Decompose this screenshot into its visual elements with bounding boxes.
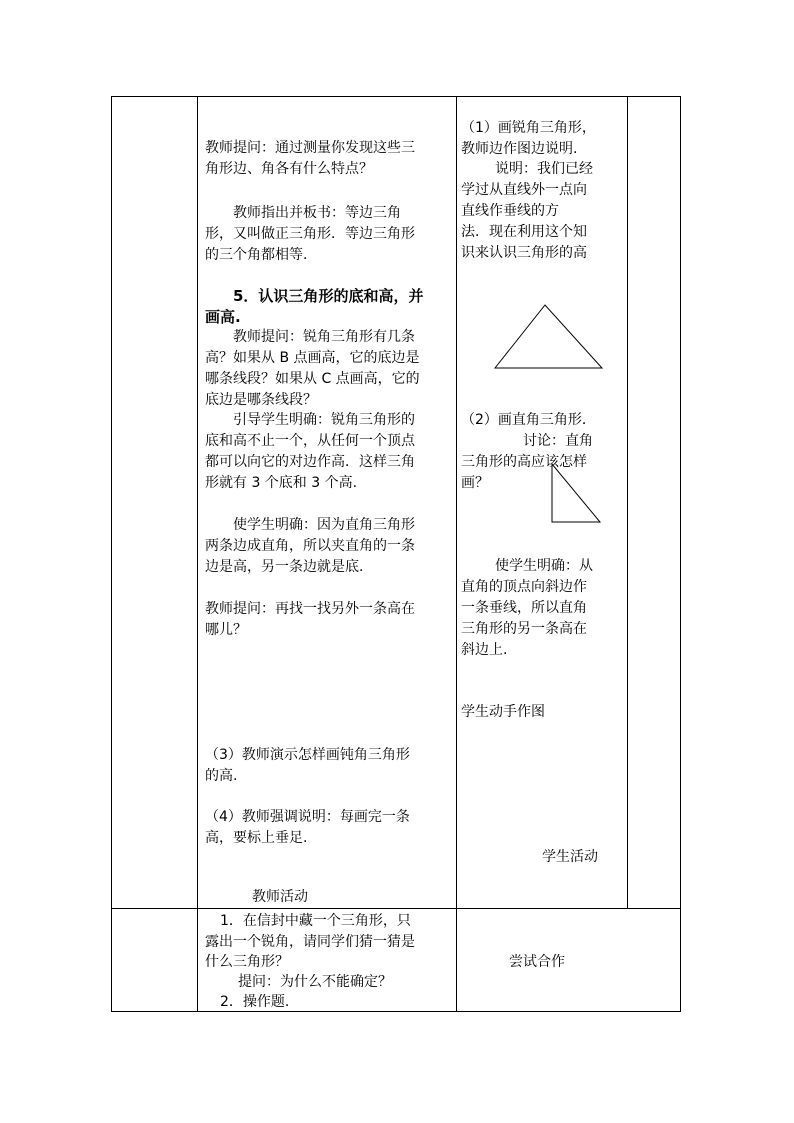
obtuse-demo-line-1: （3）教师演示怎样画钝角三角形 <box>205 747 410 763</box>
acute-height-conclusion-line-1: 引导学生明确：锐角三角形的 <box>233 412 415 428</box>
teacher-question-1-line-1: 教师提问：通过测量你发现这些三 <box>205 140 415 156</box>
explanation-line-4: 法．现在利用这个知 <box>461 224 587 240</box>
envelope-task-line-4: 提问：为什么不能确定？ <box>238 974 392 990</box>
column-divider-1 <box>197 96 198 1012</box>
envelope-task-line-5: 2．操作题. <box>220 994 290 1010</box>
student-drawing-note: 学生动手作图 <box>461 704 545 720</box>
acute-triangle <box>495 305 602 368</box>
acute-height-question-line-3: 哪条线段？如果从 C 点画高，它的 <box>205 371 420 387</box>
board-note-line-2: 形，又叫做正三角形．等边三角形 <box>205 226 415 242</box>
right-triangle-explanation-line-2: 两条边成直角，所以夹直角的一条 <box>205 538 415 554</box>
right-triangle-figure <box>550 462 602 524</box>
acute-height-conclusion-line-3: 都可以向它的对边作高．这样三角 <box>205 454 415 470</box>
acute-height-conclusion-line-2: 底和高不止一个，从任何一个顶点 <box>205 433 415 449</box>
acute-triangle-figure <box>492 302 604 370</box>
right-triangle-explanation-line-3: 边是高，另一条边就是底. <box>205 559 364 575</box>
teacher-question-2-line-2: 哪儿？ <box>205 622 247 638</box>
right-height-conclusion-line-4: 三角形的另一条高在 <box>461 621 587 637</box>
draw-right-line-1: （2）画直角三角形． <box>461 412 596 428</box>
board-note-line-3: 的三个角都相等. <box>205 247 308 263</box>
acute-height-question-line-4: 底边是哪条线段？ <box>205 392 317 408</box>
draw-acute-line-2: 教师边作图边说明. <box>461 141 578 157</box>
envelope-task-line-3: 什么三角形？ <box>205 954 289 970</box>
student-activity-label: 学生活动 <box>542 849 598 865</box>
board-note-line-1: 教师指出并板书：等边三角 <box>233 205 401 221</box>
envelope-task-line-1: 1．在信封中藏一个三角形，只 <box>220 913 411 929</box>
right-height-conclusion-line-1: 使学生明确：从 <box>495 558 593 574</box>
teacher-question-2-line-1: 教师提问：再找一找另外一条高在 <box>205 601 415 617</box>
section-heading-line-2: 画高. <box>205 308 241 326</box>
draw-acute-line-1: （1）画锐角三角形， <box>461 120 596 136</box>
draw-right-line-4: 画？ <box>461 475 489 491</box>
obtuse-demo-line-2: 的高. <box>205 768 238 784</box>
try-cooperate-label: 尝试合作 <box>509 954 565 970</box>
acute-height-question-line-1: 教师提问：锐角三角形有几条 <box>233 329 415 345</box>
section-heading-line-1: 5．认识三角形的底和高，并 <box>233 287 424 305</box>
column-divider-2 <box>456 96 457 1012</box>
envelope-task-line-2: 露出一个锐角，请同学们猜一猜是 <box>205 934 415 950</box>
row-divider <box>111 908 681 909</box>
foot-mark-note-line-2: 高，要标上垂足. <box>205 830 308 846</box>
right-triangle <box>552 464 600 522</box>
explanation-line-2: 学过从直线外一点向 <box>461 182 587 198</box>
teacher-activity-label: 教师活动 <box>252 889 308 905</box>
explanation-line-3: 直线作垂线的方 <box>461 203 559 219</box>
acute-height-question-line-2: 高？如果从 B 点画高，它的底边是 <box>205 350 420 366</box>
right-height-conclusion-line-2: 直角的顶点向斜边作 <box>461 579 587 595</box>
explanation-line-5: 识来认识三角形的高 <box>461 245 587 261</box>
column-divider-3 <box>627 96 628 908</box>
foot-mark-note-line-1: （4）教师强调说明：每画完一条 <box>205 809 410 825</box>
draw-right-line-3: 三角形的高应该怎样 <box>461 454 587 470</box>
acute-height-conclusion-line-4: 形就有 3 个底和 3 个高. <box>205 475 358 491</box>
right-height-conclusion-line-5: 斜边上. <box>461 642 508 658</box>
draw-right-line-2: 讨论：直角 <box>523 433 593 449</box>
explanation-line-1: 说明：我们已经 <box>495 161 593 177</box>
right-triangle-explanation-line-1: 使学生明确：因为直角三角形 <box>233 517 415 533</box>
teacher-question-1-line-2: 角形边、角各有什么特点？ <box>205 161 373 177</box>
right-height-conclusion-line-3: 一条垂线，所以直角 <box>461 600 587 616</box>
